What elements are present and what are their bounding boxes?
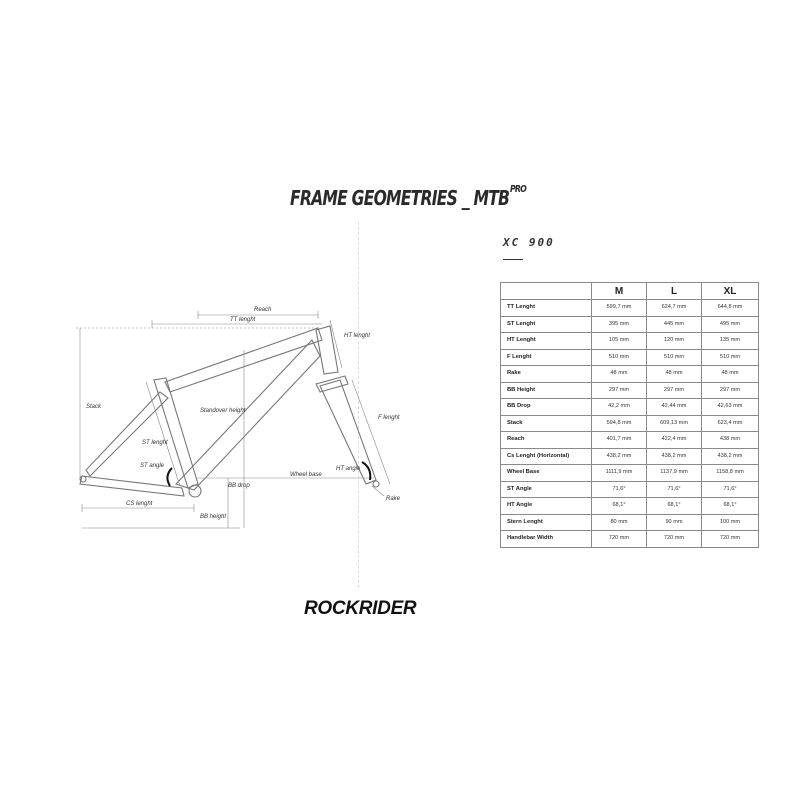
label-bb-drop: BB drop: [228, 483, 250, 489]
row-value: 609,13 mm: [647, 415, 702, 432]
table-row: [501, 481, 759, 498]
row-value: 68,1°: [592, 498, 647, 515]
row-value: 100 mm: [702, 514, 759, 531]
header-label-col: [501, 283, 592, 300]
row-value: 401,7 mm: [592, 432, 647, 449]
row-label: ST Angle: [501, 481, 592, 498]
row-value: 68,1°: [647, 498, 702, 515]
table-row: [501, 366, 759, 383]
row-value: 720 mm: [702, 531, 759, 548]
table-row: [501, 448, 759, 465]
dimension-lines: [76, 311, 390, 528]
label-wheel-base: Wheel base: [290, 472, 322, 478]
row-value: 422,4 mm: [647, 432, 702, 449]
row-value: 623,4 mm: [702, 415, 759, 432]
label-rake: Rake: [386, 496, 401, 502]
label-standover-height: Standover height: [200, 408, 246, 414]
row-label: Cs Lenght (Horizontal): [501, 448, 592, 465]
table-row: [501, 432, 759, 449]
row-label: BB Drop: [501, 399, 592, 416]
row-value: 80 mm: [592, 514, 647, 531]
row-label: TT Lenght: [501, 300, 592, 317]
page-title: FRAME GEOMETRIES _ $MTB^{PRO}$: [290, 184, 526, 210]
seat-tube: [154, 378, 198, 488]
row-label: Reach: [501, 432, 592, 449]
row-value: 510 mm: [702, 349, 759, 366]
table-row: [501, 316, 759, 333]
row-value: 438 mm: [702, 432, 759, 449]
row-value: 42,63 mm: [702, 399, 759, 416]
row-label: Wheel Base: [501, 465, 592, 482]
header-size-xl: XL: [702, 283, 759, 300]
label-bb-height: BB height: [200, 514, 227, 520]
row-label: Handlebar Width: [501, 531, 592, 548]
down-tube: [176, 340, 320, 490]
row-value: 599,7 mm: [592, 300, 647, 317]
row-value: 438,2 mm: [702, 448, 759, 465]
row-value: 297 mm: [647, 382, 702, 399]
rockrider-logo: ROCKRIDER: [304, 598, 417, 619]
label-ht-angle: HT angle: [336, 466, 361, 472]
row-value: 495 mm: [702, 316, 759, 333]
label-ht-lenght: HT lenght: [344, 333, 371, 339]
label-f-lenght: F lenght: [378, 415, 400, 421]
table-row: [501, 514, 759, 531]
row-value: 71,6°: [592, 481, 647, 498]
row-value: 510 mm: [647, 349, 702, 366]
label-st-angle: ST angle: [140, 463, 165, 469]
table-header-row: [501, 283, 759, 300]
top-tube: [165, 328, 322, 392]
row-label: F Lenght: [501, 349, 592, 366]
row-value: 90 mm: [647, 514, 702, 531]
row-value: 48 mm: [702, 366, 759, 383]
table-row: [501, 498, 759, 515]
row-label: Stack: [501, 415, 592, 432]
st-angle-arc: [167, 468, 172, 486]
row-value: 438,2 mm: [592, 448, 647, 465]
row-value: 68,1°: [702, 498, 759, 515]
table-row: [501, 531, 759, 548]
label-tt-lenght: TT lenght: [230, 317, 256, 323]
table-row: [501, 465, 759, 482]
row-value: 438,2 mm: [647, 448, 702, 465]
row-value: 105 mm: [592, 333, 647, 350]
label-stack: Stack: [86, 404, 102, 410]
row-label: ST Lenght: [501, 316, 592, 333]
header-size-m: M: [592, 283, 647, 300]
model-underline: [503, 259, 523, 260]
geometry-table: [500, 282, 759, 548]
row-label: Rake: [501, 366, 592, 383]
row-value: 48 mm: [647, 366, 702, 383]
row-value: 71,6°: [702, 481, 759, 498]
row-value: 1158,8 mm: [702, 465, 759, 482]
row-label: HT Lenght: [501, 333, 592, 350]
row-value: 297 mm: [702, 382, 759, 399]
front-dropout: [373, 481, 379, 487]
header-size-l: L: [647, 283, 702, 300]
label-reach: Reach: [254, 307, 272, 313]
row-value: 510 mm: [592, 349, 647, 366]
row-value: 120 mm: [647, 333, 702, 350]
row-value: 1137,9 mm: [647, 465, 702, 482]
label-cs-lenght: CS lenght: [126, 501, 153, 507]
row-value: 42,2 mm: [592, 399, 647, 416]
row-value: 135 mm: [702, 333, 759, 350]
rake-line: [372, 486, 384, 496]
row-value: 720 mm: [592, 531, 647, 548]
row-value: 624,7 mm: [647, 300, 702, 317]
table-row: [501, 349, 759, 366]
table-row: [501, 399, 759, 416]
table-row: [501, 382, 759, 399]
st-lenght-line: [146, 382, 180, 486]
row-value: 445 mm: [647, 316, 702, 333]
row-value: 1111,9 mm: [592, 465, 647, 482]
row-label: BB Height: [501, 382, 592, 399]
row-value: 644,8 mm: [702, 300, 759, 317]
row-value: 71,6°: [647, 481, 702, 498]
row-value: 297 mm: [592, 382, 647, 399]
row-value: 395 mm: [592, 316, 647, 333]
row-value: 594,8 mm: [592, 415, 647, 432]
table-row: [501, 300, 759, 317]
table-row: [501, 415, 759, 432]
table-row: [501, 333, 759, 350]
model-name: XC 900: [503, 236, 555, 249]
label-st-lenght: ST lenght: [142, 440, 168, 446]
row-value: 48 mm: [592, 366, 647, 383]
row-value: 42,44 mm: [647, 399, 702, 416]
row-label: HT Angle: [501, 498, 592, 515]
row-label: Stern Lenght: [501, 514, 592, 531]
row-value: 720 mm: [647, 531, 702, 548]
title-superscript: PRO: [509, 184, 526, 195]
bottom-bracket: [189, 485, 201, 497]
